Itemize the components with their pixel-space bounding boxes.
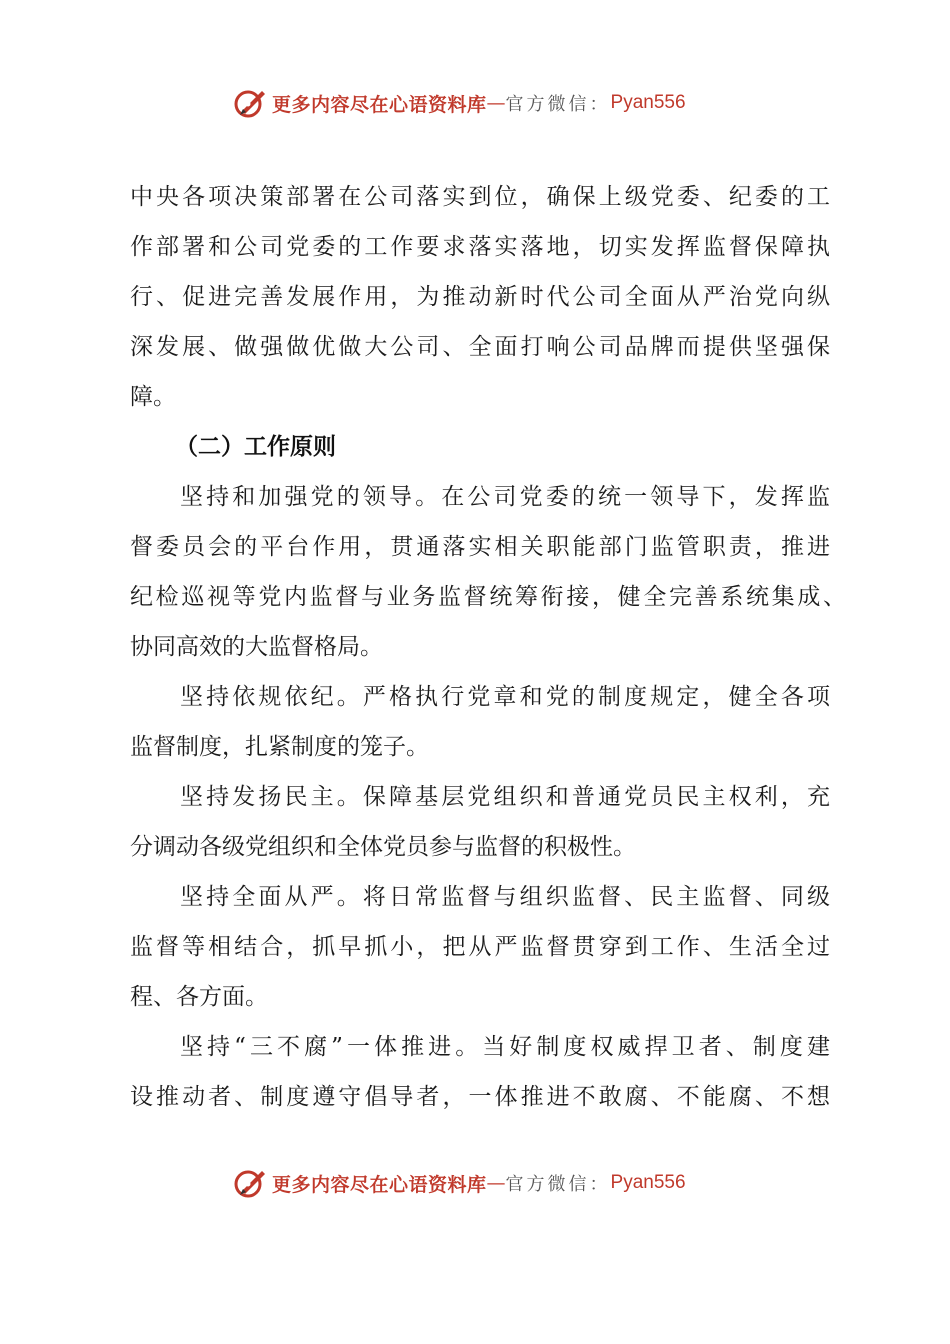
text-line: 协同高效的大监督格局。 [130,634,383,660]
pen-logo-icon [232,1165,268,1201]
banner-dash: — [486,92,506,114]
footer-banner [232,1163,686,1203]
paragraph-first-line: 坚持依规依纪。严格执行党章和党的制度规定，健全各项 [180,684,830,710]
banner-wechat-id: Pyan556 [610,1172,686,1193]
text-line: 设推动者、制度遵守倡导者，一体推进不敢腐、不能腐、不想 [130,1084,830,1110]
text-line: 监督等相结合，抓早抓小，把从严监督贯穿到工作、生活全过 [130,934,830,960]
banner-wechat-label: 官方微信： [505,1174,611,1195]
banner-dash: — [486,1172,506,1194]
paragraph-first-line: 坚持发扬民主。保障基层党组织和普通党员民主权利，充 [180,784,830,810]
document-body [130,172,846,1122]
text-line: 深发展、做强做优做大公司、全面打响公司品牌而提供坚强保 [130,334,830,360]
banner-title: 更多内容尽在心语资料库 [272,1173,487,1196]
header-banner [232,83,686,123]
text-line: 督委员会的平台作用，贯通落实相关职能部门监管职责，推进 [130,534,830,560]
text-line: 中央各项决策部署在公司落实到位，确保上级党委、纪委的工 [130,184,830,210]
text-line: 行、促进完善发展作用，为推动新时代公司全面从严治党向纵 [130,284,830,310]
text-line: 纪检巡视等党内监督与业务监督统筹衔接，健全完善系统集成、 [130,584,846,610]
text-line: 分调动各级党组织和全体党员参与监督的积极性。 [130,834,636,860]
paragraph-first-line: 坚持“三不腐”一体推进。当好制度权威捍卫者、制度建 [180,1034,830,1060]
text-line: 障。 [130,384,176,410]
paragraph-first-line: 坚持和加强党的领导。在公司党委的统一领导下，发挥监 [180,484,830,510]
banner-wechat-label: 官方微信： [505,94,611,115]
pen-logo-icon [232,85,268,121]
banner-wechat-id: Pyan556 [610,92,686,113]
paragraph-first-line: 坚持全面从严。将日常监督与组织监督、民主监督、同级 [180,884,830,910]
section-heading: （二）工作原则 [175,434,336,460]
text-line: 监督制度，扎紧制度的笼子。 [130,734,429,760]
text-line: 程、各方面。 [130,984,268,1010]
banner-title: 更多内容尽在心语资料库 [272,93,487,116]
text-line: 作部署和公司党委的工作要求落实落地，切实发挥监督保障执 [130,234,830,260]
